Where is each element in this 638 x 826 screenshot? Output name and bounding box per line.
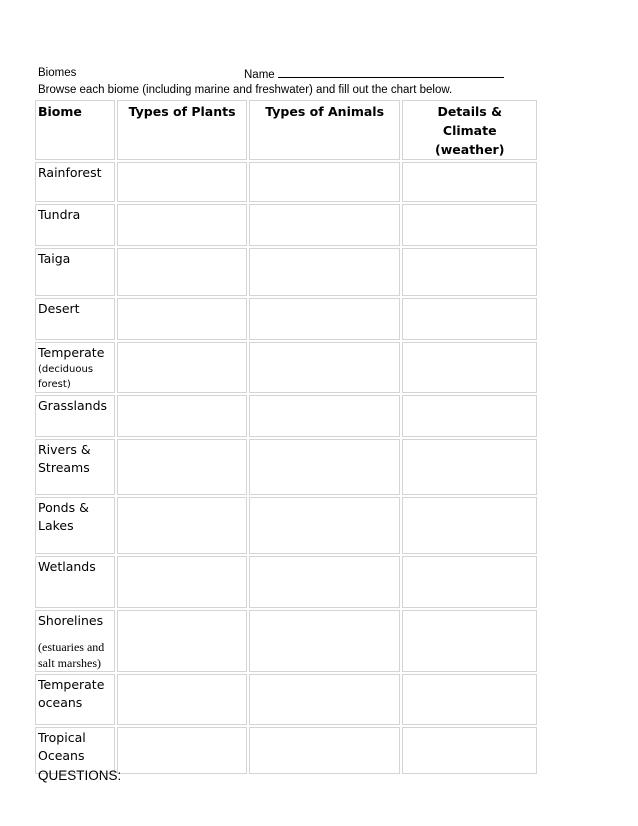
biome-cell: [35, 439, 115, 495]
animals-cell[interactable]: [249, 342, 401, 393]
table-row: [35, 395, 537, 437]
animals-cell[interactable]: [249, 298, 401, 340]
plants-cell[interactable]: [117, 204, 247, 246]
table-row: [35, 497, 537, 554]
details-cell[interactable]: [402, 248, 537, 296]
biome-sublabel: (deciduous forest): [38, 364, 94, 390]
animals-cell[interactable]: [249, 248, 401, 296]
details-cell[interactable]: [402, 162, 537, 202]
details-cell[interactable]: [402, 298, 537, 340]
table-row: [35, 298, 537, 340]
biome-label: Temperate oceans: [38, 677, 105, 710]
details-cell[interactable]: [402, 204, 537, 246]
biome-cell: [35, 204, 115, 246]
table-row: [35, 556, 537, 608]
plants-cell[interactable]: [117, 674, 247, 725]
animals-cell[interactable]: [249, 439, 401, 495]
biome-cell: [35, 395, 115, 437]
details-cell[interactable]: [402, 497, 537, 554]
table-row: [35, 439, 537, 495]
animals-cell[interactable]: [249, 674, 401, 725]
biome-cell: [35, 610, 115, 672]
details-cell[interactable]: [402, 439, 537, 495]
biome-cell: [35, 556, 115, 608]
biome-label: Ponds & Lakes: [38, 500, 89, 533]
table-row: [35, 162, 537, 202]
plants-cell[interactable]: [117, 342, 247, 393]
header-row: [35, 100, 537, 160]
table-row: [35, 674, 537, 725]
column-header-animals: Types of Animals: [249, 100, 401, 160]
biome-cell: [35, 497, 115, 554]
biome-label: Taiga: [38, 251, 71, 266]
plants-cell[interactable]: [117, 162, 247, 202]
details-cell[interactable]: [402, 727, 537, 774]
details-cell[interactable]: [402, 556, 537, 608]
biome-cell: [35, 727, 115, 774]
plants-cell[interactable]: [117, 395, 247, 437]
column-header-biome: Biome: [35, 100, 115, 160]
biome-cell: [35, 342, 115, 393]
column-header-plants: Types of Plants: [117, 100, 247, 160]
plants-cell[interactable]: [117, 248, 247, 296]
biome-label: Desert: [38, 301, 80, 316]
table-row: [35, 342, 537, 393]
animals-cell[interactable]: [249, 204, 401, 246]
animals-cell[interactable]: [249, 395, 401, 437]
biome-cell: [35, 248, 115, 296]
animals-cell[interactable]: [249, 556, 401, 608]
biome-chart: [33, 98, 539, 776]
biome-sublabel: (estuaries and salt marshes): [38, 640, 105, 670]
details-header-text: Details & Climate (weather): [435, 104, 505, 157]
plants-cell[interactable]: [117, 298, 247, 340]
details-cell[interactable]: [402, 342, 537, 393]
plants-cell[interactable]: [117, 497, 247, 554]
biome-cell: [35, 298, 115, 340]
table-row: [35, 204, 537, 246]
name-underline[interactable]: [278, 67, 504, 78]
table-row: [35, 727, 537, 774]
worksheet-title: Biomes: [38, 67, 77, 79]
biome-cell: [35, 162, 115, 202]
questions-heading: QUESTIONS:: [38, 768, 122, 783]
biome-label: Rivers & Streams: [38, 442, 91, 475]
biome-label: Shorelines: [38, 613, 104, 628]
plants-cell[interactable]: [117, 610, 247, 672]
animals-cell[interactable]: [249, 162, 401, 202]
plants-cell[interactable]: [117, 439, 247, 495]
plants-cell[interactable]: [117, 727, 247, 774]
details-cell[interactable]: [402, 610, 537, 672]
animals-cell[interactable]: [249, 727, 401, 774]
biome-label: Tundra: [38, 207, 81, 222]
name-label: Name: [244, 69, 275, 81]
details-cell[interactable]: [402, 674, 537, 725]
name-field[interactable]: [244, 67, 504, 81]
table-row: [35, 248, 537, 296]
biome-label: Temperate: [38, 345, 105, 360]
plants-cell[interactable]: [117, 556, 247, 608]
instructions: Browse each biome (including marine and freshwater) and fill out the chart below.: [38, 84, 453, 96]
biome-cell: [35, 674, 115, 725]
biome-label: Rainforest: [38, 165, 102, 180]
column-header-details: [402, 100, 537, 160]
details-cell[interactable]: [402, 395, 537, 437]
biome-label: Wetlands: [38, 559, 96, 574]
table-row: [35, 610, 537, 672]
biome-label: Tropical Oceans: [38, 730, 86, 763]
biome-label: Grasslands: [38, 398, 108, 413]
animals-cell[interactable]: [249, 610, 401, 672]
animals-cell[interactable]: [249, 497, 401, 554]
